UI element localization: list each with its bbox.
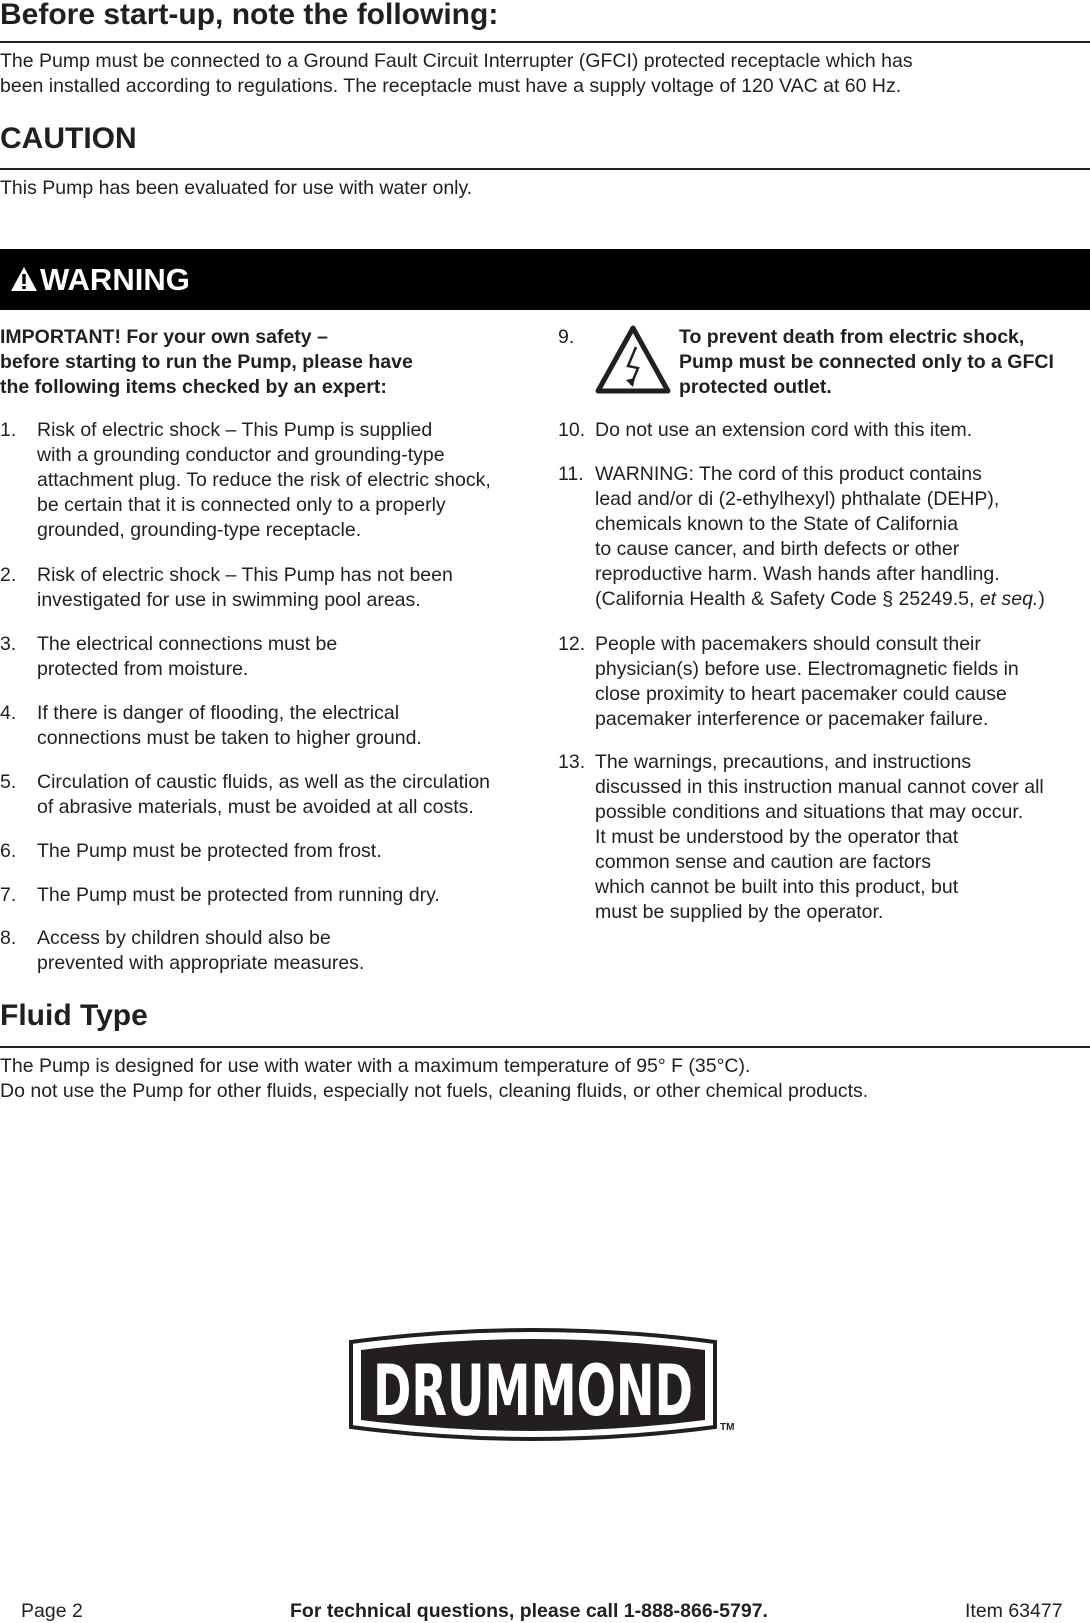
item-line: Risk of electric shock – This Pump is supplied — [37, 419, 433, 441]
item-line: The electrical connections must be — [37, 633, 338, 655]
section-divider — [0, 168, 1090, 170]
item-number: 12. — [558, 633, 586, 655]
item-number: 11. — [558, 463, 584, 485]
item-line — [595, 587, 1090, 612]
caution-text: This Pump has been evaluated for use with water only. — [0, 177, 473, 199]
fluid-heading: Fluid Type — [0, 999, 148, 1032]
startup-line-2: been installed according to regulations. The receptacle must have a supply voltage of 120 VAC at 60 Hz. — [0, 75, 902, 97]
item-line: protected from moisture. — [37, 658, 249, 680]
item-line: People with pacemakers should consult their — [595, 633, 981, 655]
item-line: possible conditions and situations that may occur. — [595, 801, 1024, 823]
item-line: Access by children should also be — [37, 927, 331, 949]
startup-line-1: The Pump must be connected to a Ground Fault Circuit Interrupter (GFCI) protected receptacle which has — [0, 50, 913, 72]
item-line: protected outlet. — [679, 376, 832, 398]
item-number: 13. — [558, 751, 586, 773]
caution-heading: CAUTION — [0, 122, 137, 155]
item-line: must be supplied by the operator. — [595, 901, 884, 923]
item-number: 10. — [558, 419, 586, 441]
section-divider — [0, 1046, 1090, 1048]
item-line: investigated for use in swimming pool areas. — [37, 589, 421, 611]
warning-triangle-icon — [10, 266, 38, 292]
item-line: Circulation of caustic fluids, as well as the circulation — [37, 771, 491, 793]
item-line: which cannot be built into this product, but — [595, 876, 959, 898]
item-line: close proximity to heart pacemaker could cause — [595, 683, 1007, 705]
item-line: connections must be taken to higher ground. — [37, 727, 422, 749]
item-number: 9. — [558, 326, 575, 348]
item-line: common sense and caution are factors — [595, 851, 932, 873]
section-divider — [0, 41, 1090, 43]
item-number: 5. — [0, 771, 17, 793]
item-line: Do not use an extension cord with this item. — [595, 419, 973, 441]
item-number: 7. — [0, 884, 17, 906]
item-line: The warnings, precautions, and instructions — [595, 751, 972, 773]
item-line: to cause cancer, and birth defects or other — [595, 538, 960, 560]
citation-suffix: ) — [1038, 588, 1045, 610]
trademark-mark: TM — [720, 1422, 735, 1433]
item-line: attachment plug. To reduce the risk of electric shock, — [37, 469, 491, 491]
important-line: IMPORTANT! For your own safety – — [0, 326, 328, 348]
item-line: It must be understood by the operator that — [595, 826, 959, 848]
item-line: WARNING: The cord of this product contains — [595, 463, 982, 485]
startup-heading: Before start-up, note the following: — [0, 0, 499, 31]
citation-text: (California Health & Safety Code § 25249.5, — [595, 588, 980, 610]
list-item-9 — [558, 325, 1088, 405]
item-number-footer: Item 63477 — [965, 1600, 1063, 1622]
item-line: To prevent death from electric shock, — [679, 326, 1025, 348]
item-number: 4. — [0, 702, 17, 724]
warning-label: WARNING — [40, 262, 190, 297]
item-line: physician(s) before use. Electromagnetic fields in — [595, 658, 1019, 680]
warning-banner — [0, 249, 1090, 310]
electric-shock-icon — [595, 325, 671, 395]
important-line: before starting to run the Pump, please have — [0, 351, 413, 373]
item-line: of abrasive materials, must be avoided at all costs. — [37, 796, 474, 818]
logo-text: DRUMMOND — [373, 1350, 693, 1432]
item-line: pacemaker interference or pacemaker failure. — [595, 708, 989, 730]
citation-italic: et seq. — [979, 588, 1039, 610]
important-intro — [0, 325, 413, 400]
item-line: chemicals known to the State of California — [595, 513, 959, 535]
item-number: 1. — [0, 419, 17, 441]
item-number: 6. — [0, 840, 17, 862]
item-line: Risk of electric shock – This Pump has not been — [37, 564, 453, 586]
item-number: 8. — [0, 927, 17, 949]
item-number: 3. — [0, 633, 17, 655]
important-line: the following items checked by an expert: — [0, 376, 387, 398]
item-line: If there is danger of flooding, the electrical — [37, 702, 400, 724]
item-line: reproductive harm. Wash hands after handling. — [595, 563, 1000, 585]
item-line: be certain that it is connected only to a properly — [37, 494, 446, 516]
item-line: discussed in this instruction manual cannot cover all — [595, 776, 1044, 798]
item-line: with a grounding conductor and grounding-type — [37, 444, 445, 466]
drummond-logo — [343, 1322, 763, 1452]
tech-support-line: For technical questions, please call 1-888-866-5797. — [290, 1600, 768, 1622]
item-number: 2. — [0, 564, 17, 586]
item-line: prevented with appropriate measures. — [37, 952, 365, 974]
page-number: Page 2 — [21, 1600, 83, 1622]
fluid-line-2: Do not use the Pump for other fluids, especially not fuels, cleaning fluids, or other chemical products. — [0, 1080, 869, 1102]
item-line: The Pump must be protected from running dry. — [37, 884, 440, 906]
item-line: grounded, grounding-type receptacle. — [37, 519, 362, 541]
item-line: Pump must be connected only to a GFCI — [679, 351, 1054, 373]
fluid-line-1: The Pump is designed for use with water with a maximum temperature of 95° F (35°C). — [0, 1055, 751, 1077]
item-line: lead and/or di (2-ethylhexyl) phthalate (DEHP), — [595, 488, 1000, 510]
item-line: The Pump must be protected from frost. — [37, 840, 382, 862]
